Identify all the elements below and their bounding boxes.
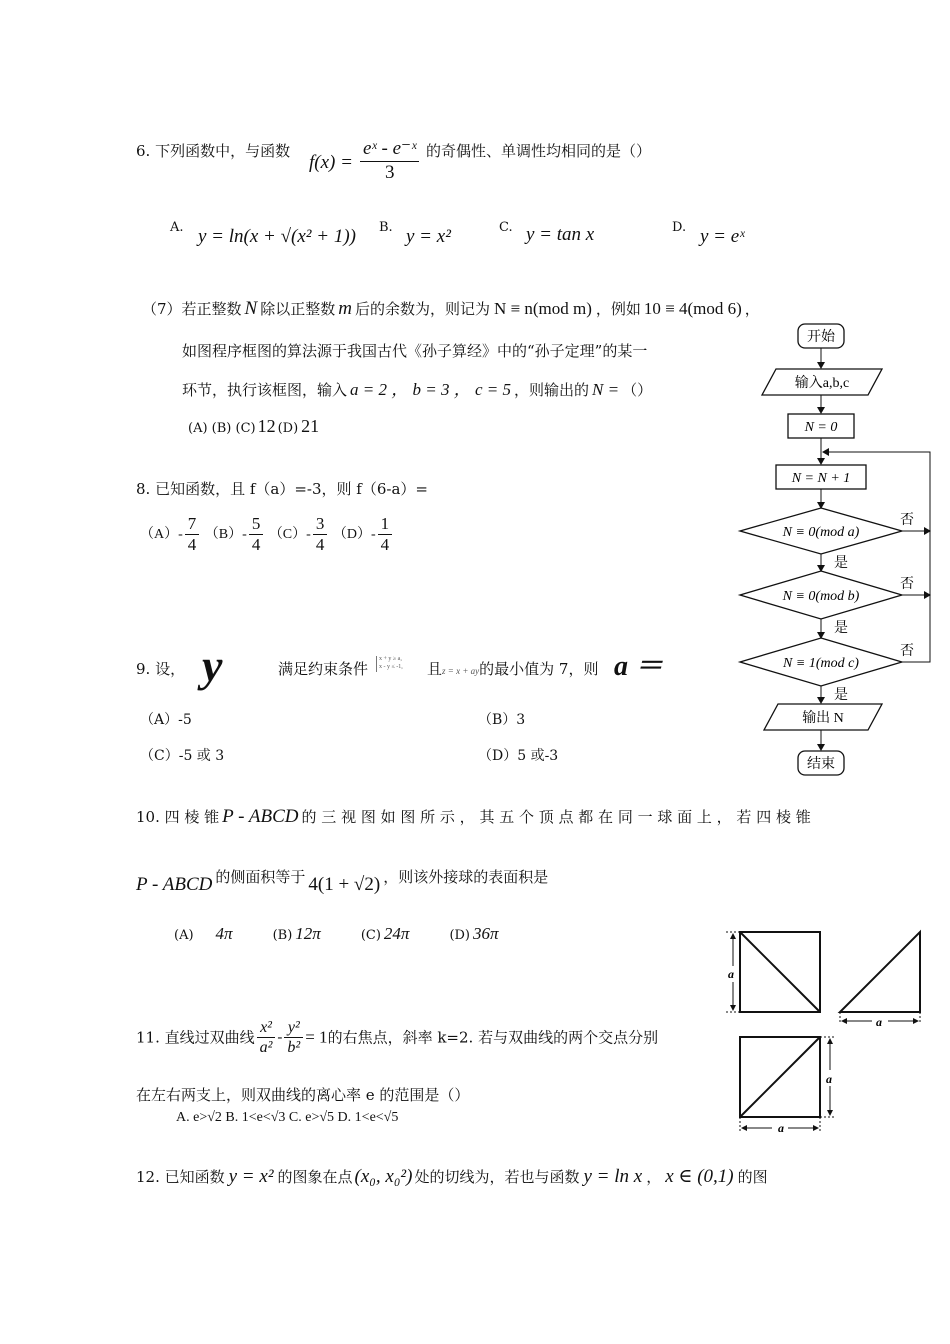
q6-option-c-label: C. [499, 220, 513, 235]
top-right-dim-label: a [826, 1072, 832, 1086]
q9-option-b: （B）3 [478, 712, 526, 728]
side-view [840, 932, 920, 1012]
flow-output [764, 704, 882, 730]
q12-line1: 12. 已知函数 y = x² 的图象在点 (x₀, x₀²) 处的切线为，若也与函数 y = ln x ， x ∈ (0,1) 的图 [136, 1166, 768, 1187]
q8-options: （A）- $\frac{7}{4}$ （B）- $\frac{5}{4}$ （C）- $\frac{3}{4}$ （D）- $\frac{1}{4}$ [140, 514, 394, 556]
top-bottom-dim-label: a [778, 1121, 784, 1135]
front-view [740, 932, 820, 1012]
q6-option-a: y = ln(x + √(x² + 1)) [198, 226, 356, 247]
flow-no-2: 否 [900, 577, 914, 592]
flow-increment [776, 465, 866, 489]
q6-suffix: 的奇偶性、单调性均相同的是（） [426, 142, 652, 160]
q7-line1: （7）若正整数 N 除以正整数 m 后的余数为，则记为 N ≡ n(mod m) ，例如 10 ≡ 4(mod 6) ， [142, 298, 760, 319]
q11-options: A. e>√2 B. 1<e<√3 C. e>√5 D. 1<e<√5 [176, 1110, 399, 1125]
side-dim-label: a [876, 1015, 882, 1029]
flow-start [798, 324, 844, 348]
flow-no-3: 否 [900, 644, 914, 659]
q9-tail: 且z = x + ay的最小值为 7，则 [427, 660, 599, 678]
q9-a-equals: a ＝ [614, 651, 664, 682]
q9-option-d: （D）5 或-3 [478, 748, 559, 764]
flow-yes-3: 是 [834, 688, 848, 703]
q9-mid: 满足约束条件 [278, 660, 369, 678]
three-views-diagram [722, 926, 932, 1136]
flow-end [798, 751, 844, 775]
q9-option-a: （A）-5 [140, 712, 192, 728]
svg-text:N = 0: N = 0 [804, 420, 838, 435]
q6-stem [136, 142, 290, 160]
flowchart [736, 318, 946, 778]
q9-option-c: （C）-5 或 3 [140, 748, 225, 764]
q10-line1: 10. 四 棱 锥 P - ABCD 的 三 视 图 如 图 所 示 ， 其 五 个 顶 点 都 在 同 一 球 面 上 ， 若 四 棱 锥 [136, 806, 811, 827]
svg-text:输入a,b,c: 输入a,b,c [794, 376, 850, 391]
q7-line2: 如图程序框图的算法源于我国古代《孙子算经》中的“孙子定理”的某一 [182, 342, 648, 360]
svg-text:N ≡ 0(mod a): N ≡ 0(mod a) [782, 525, 860, 540]
q9-y: y [202, 640, 223, 691]
q6-option-a-label: A. [170, 220, 184, 235]
svg-text:N = N + 1: N = N + 1 [791, 471, 851, 486]
q6-option-d: y = eˣ [700, 226, 745, 247]
q7-line3: 环节，执行该框图，输入 a = 2 ， b = 3 ， c = 5 ，则输出的 N = （） [182, 380, 653, 399]
q11-line1: 11. 直线过双曲线 $\frac{\text{x²}}{\text{a²}}$ - $\frac{\text{y²}}{\text{b²}}$ = 1的右焦点，斜率 k=2. 若与双曲线的两个交点分别 [136, 1019, 659, 1057]
svg-text:N ≡ 0(mod b): N ≡ 0(mod b) [782, 589, 860, 604]
flow-yes-1: 是 [834, 556, 848, 571]
flow-input [762, 369, 882, 395]
flow-cond3 [740, 638, 902, 686]
flow-init [788, 414, 854, 438]
flow-yes-2: 是 [834, 621, 848, 636]
q6-option-d-label: D. [672, 220, 687, 235]
svg-text:结束: 结束 [807, 757, 835, 772]
q11-line2: 在左右两支上，则双曲线的离心率 e 的范围是（） [136, 1086, 470, 1104]
q8-stem: 8. 已知函数，且 f（a）=-3，则 f（6-a）= [136, 480, 428, 498]
q7-options: (A) (B) (C) 12 (D) 21 [188, 416, 320, 436]
q10-options: (A) 4π (B) 12π (C) 24π (D) 36π [174, 924, 499, 943]
svg-text:输出 N: 输出 N [802, 711, 844, 726]
q10-line2: P - ABCD 的侧面积等于 4(1 + √2) ，则该外接球的表面积是 [136, 868, 549, 895]
svg-text:开始: 开始 [807, 330, 835, 345]
q6-option-b: y = x² [406, 226, 451, 247]
flow-cond1 [740, 508, 902, 554]
q6-fraction: $\frac{\text{eˣ - e⁻ˣ}}{3}$ [358, 138, 421, 185]
q9-prefix: 9. 设， [136, 660, 186, 678]
q6-lhs: f(x) = [309, 152, 353, 173]
flow-no-1: 否 [900, 513, 914, 528]
svg-text:N ≡ 1(mod c): N ≡ 1(mod c) [783, 656, 859, 671]
q6-option-b-label: B. [379, 220, 393, 235]
q6-prefix: 6. 下列函数中，与函数 [136, 142, 291, 160]
q9-system: x + y ≥ a, x - y ≤ -1, [376, 656, 403, 672]
top-view [740, 1037, 820, 1117]
front-dim-label: a [728, 967, 734, 981]
flow-cond2 [740, 571, 902, 619]
q6-option-c: y = tan x [526, 224, 595, 245]
